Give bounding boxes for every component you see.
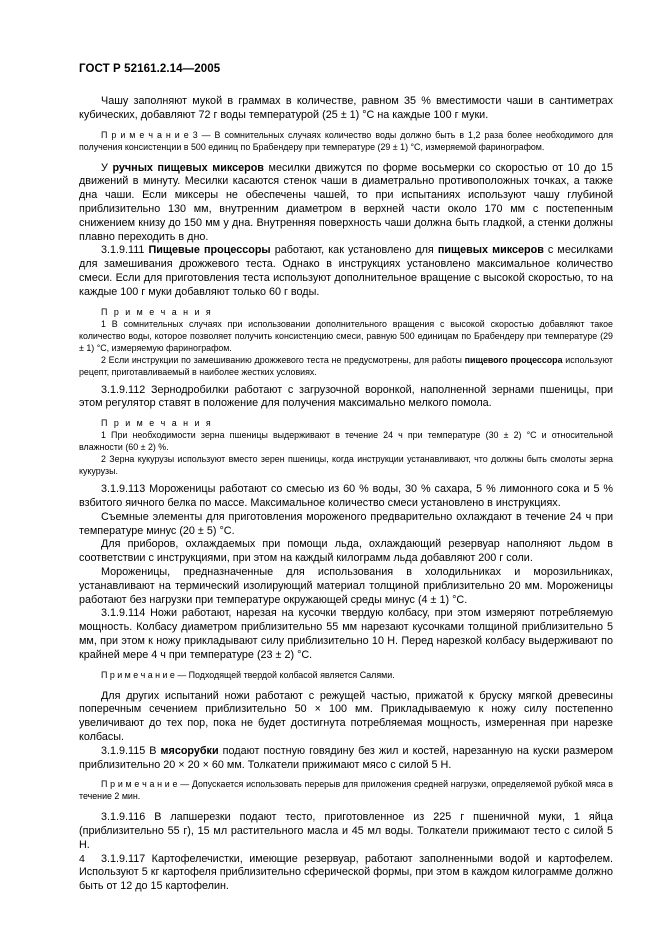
page-content bbox=[79, 95, 613, 894]
paragraph-knife-wood: Для других испытаний ножи работают с режущей частью, прижатой к бруску мягкой древесины поперечным сечением приблизительно 50 × 100 мм. Прикладываемую к ножу силу постепенно увеличивают до тех пор, пока не будет достигнута потребляемая мощность, измеренная при нарезке колбасы. bbox=[79, 689, 613, 743]
note-item-2: 2 Если инструкции по замешиванию дрожжевого теста не предусмотрены, для работы пищевого процессора используют рецепт, приготавливаемый в наиболее жестких условиях. bbox=[79, 354, 613, 377]
paragraph-3-1-9-116: 3.1.9.116 В лапшерезки подают тесто, приготовленное из 225 г пшеничной муки, 1 яйца (приблизительно 55 г), 15 мл растительного масла и 45 мл воды. Толкатели прижимают тесто с силой 5 Н. bbox=[79, 811, 613, 851]
term-food-mixers: пищевых миксеров bbox=[437, 244, 544, 257]
paragraph-3-1-9-117: 3.1.9.117 Картофелечистки, имеющие резервуар, работают заполненными водой и картофелем. Используют 5 кг картофеля приблизительно сферической формы, при этом в каждом килограмме должно быть от 12 до 15 картофелин. bbox=[79, 852, 613, 893]
note-text: — Подходящей твердой колбасой является Салями. bbox=[174, 669, 395, 680]
note-item-1: 1 В сомнительных случаях при использовании дополнительного вращения с высокой скоростью добавляют такое количество воды, которое позволяет получить консистенцию смеси, равную 500 единицам по Брабендеру при температуре (29 ± 1) °С, измеряемую фаринографом. bbox=[79, 318, 613, 353]
paragraph-3-1-9-111: 3.1.9.111 Пищевые процессоры работают, как установлено для пищевых миксеров с месилками для замешивания дрожжевого теста. Однако в инструкциях установлено максимальное количество смеси. Если для приготовления теста используют дополнительное вращение с высокой скоростью, то на каждые 100 г муки добавляют только 60 г воды. bbox=[79, 244, 613, 298]
paragraph-3-1-9-113: 3.1.9.113 Мороженицы работают со смесью из 60 % воды, 30 % сахара, 5 % лимонного сока и 5 % взбитого яичного белка по массе. Максимальное количество смеси установлено в инструкциях. bbox=[79, 483, 613, 509]
paragraph-3-1-9-115: 3.1.9.115 В мясорубки подают постную говядину без жил и костей, нарезанную на куски размером приблизительно 20 × 20 × 60 мм. Толкатели прижимают мясо с силой 5 Н. bbox=[79, 744, 613, 771]
paragraph-3-1-9-112: 3.1.9.112 Зернодробилки работают с загрузочной воронкой, наполненной зернами пшеницы, при этом регулятор ставят в положение для получения максимально мелкого помола. bbox=[79, 383, 613, 410]
term-food-processor: пищевого процессора bbox=[464, 354, 563, 365]
note-label: П р и м е ч а н и е 3 bbox=[101, 129, 198, 140]
document-header: ГОСТ Р 52161.2.14—2005 bbox=[79, 63, 221, 75]
note-item-1: 1 При необходимости зерна пшеницы выдерживают в течение 24 ч при температуре (30 ± 2) °С и относительной влажности (60 ± 2) %. bbox=[79, 430, 613, 453]
paragraph-freezer-ice-cream: Мороженицы, предназначенные для использования в холодильниках и морозильниках, устанавливают на термический изолирующий материал толщиной приблизительно 20 мм. Мороженицы работают без нагрузки при температуре окружающей среды минус (4 ± 1) °С. bbox=[79, 565, 613, 606]
paragraph-removable-parts: Съемные элементы для приготовления мороженого предварительно охлаждают в течение 24 ч при температуре минус (20 ± 5) °С. bbox=[79, 510, 613, 537]
term-food-processors: Пищевые процессоры bbox=[148, 244, 271, 257]
note-text: — Допускается использовать перерыв для приложения средней нагрузки, определяемой рубкой мяса в течение 2 мин. bbox=[79, 779, 613, 802]
term-meat-grinders: мясорубки bbox=[160, 744, 219, 757]
note-label: П р и м е ч а н и е bbox=[101, 669, 175, 680]
paragraph-3-1-9-114: 3.1.9.114 Ножи работают, нарезая на кусочки твердую колбасу, при этом измеряют потребляемую мощность. Колбасу диаметром приблизительно 55 мм нарезают кусочками толщиной приблизительно 5 мм, при этом к ножу прикладывают силу приблизительно 10 Н. Перед нарезкой колбасу выдерживают по крайней мере 4 ч при температуре (23 ± 2) °С. bbox=[79, 607, 613, 661]
notes-title: П р и м е ч а н и я bbox=[101, 306, 213, 317]
page-number: 4 bbox=[79, 853, 85, 865]
paragraph-hand-mixers: У ручных пищевых миксеров месилки движутся по форме восьмерки со скоростью от 10 до 15 движений в минуту. Месилки касаются стенок чаши в диаметрально противоположных точках, а также дна чаши. Если миксеры не обеспечены чашей, то при испытаниях используют чашу глубиной приблизительно 130 мм, внутренним диаметром в верхней части около 170 мм с постепенным снижением книзу до 150 мм у дна. Внутренняя поверхность чаши должна быть гладкой, а стенки должны плавно переходить в дно. bbox=[79, 161, 613, 243]
note-label: П р и м е ч а н и е bbox=[101, 779, 178, 790]
notes-title: П р и м е ч а н и я bbox=[101, 418, 213, 429]
term-hand-mixers: ручных пищевых миксеров bbox=[112, 161, 264, 174]
note-salami bbox=[79, 669, 613, 681]
note-text: — В сомнительных случаях количество воды должно быть в 1,2 раза более необходимого для получения консистенции в 500 единиц по Брабендеру при температуре (29 ± 1) °С, измеряемой фаринографом. bbox=[79, 129, 613, 152]
paragraph-bowl-filling: Чашу заполняют мукой в граммах в количестве, равном 35 % вместимости чаши в сантиметрах кубических, добавляют 72 г воды температурой (25 ± 1) °С на каждые 100 г муки. bbox=[79, 95, 613, 121]
paragraph-ice-cooled: Для приборов, охлаждаемых при помощи льда, охлаждающий резервуар наполняют льдом в соответствии с инструкциями, при этом на каждый килограмм льда добавляют 200 г соли. bbox=[79, 538, 613, 565]
note-3 bbox=[79, 129, 613, 153]
note-item-2: 2 Зерна кукурузы используют вместо зерен пшеницы, когда инструкции устанавливают, что должны быть смолоты зерна кукурузы. bbox=[79, 454, 613, 477]
note-break bbox=[79, 778, 613, 802]
